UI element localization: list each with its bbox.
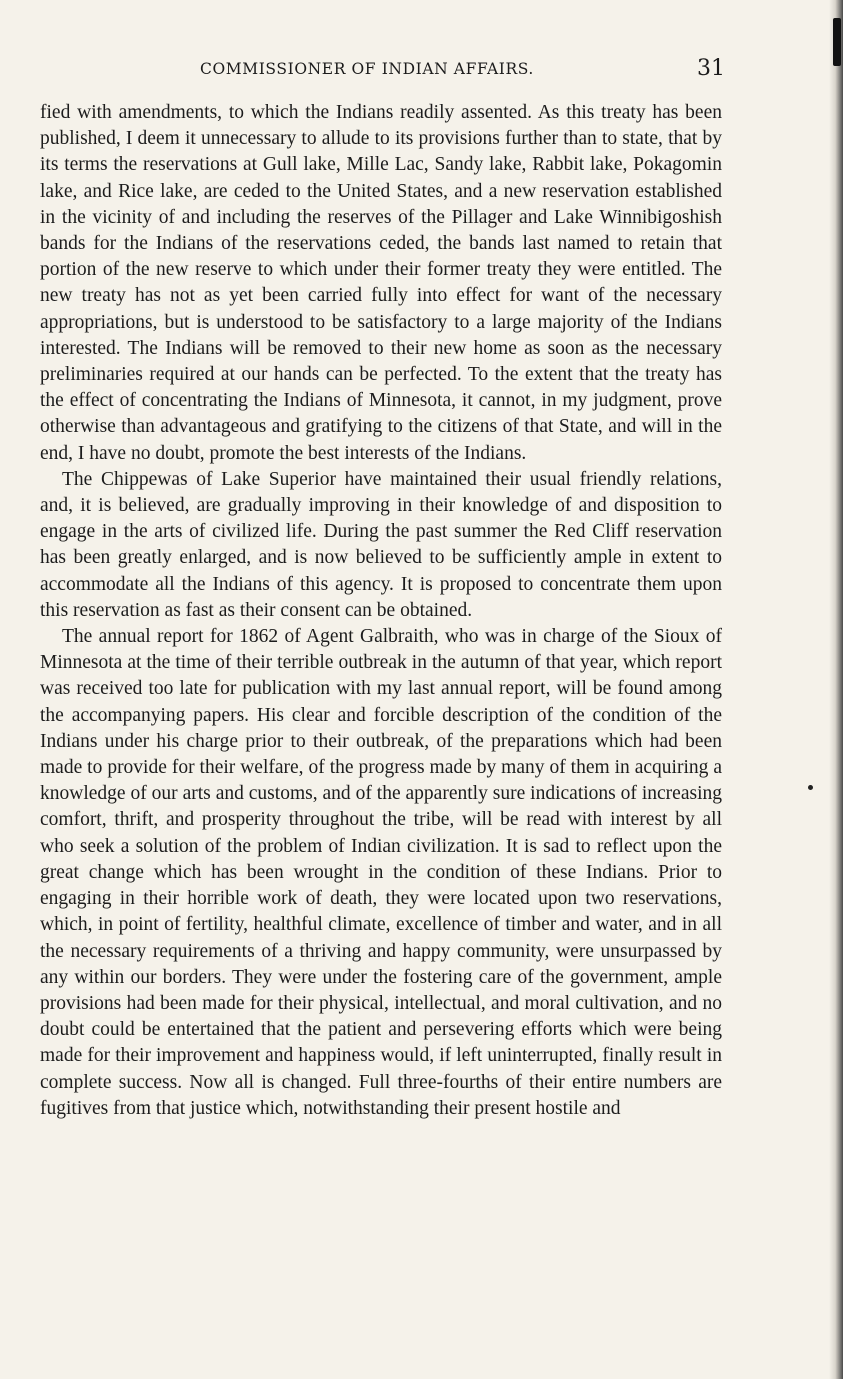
paragraph-chippewas: The Chippewas of Lake Superior have maintained their usual friendly relations, and, it is believed, are gradually improving in their knowledge of and disposition to engage in the arts of civilized life. During the past summer the Red Cliff reservation has been greatly enlarged, and is now believed to be sufficiently ample in extent to accommodate all the Indians of this agency. It is proposed to concentrate them upon this reservation as fast as their consent can be obtained.	[40, 468, 722, 621]
running-header	[40, 56, 725, 84]
ink-speck	[808, 785, 813, 790]
page-edge-shadow	[829, 0, 843, 1379]
running-title: COMMISSIONER OF INDIAN AFFAIRS.	[200, 60, 534, 78]
page-number: 31	[697, 56, 725, 81]
binding-mark	[833, 18, 841, 66]
body-text	[40, 100, 722, 1122]
paragraph-galbraith-report: The annual report for 1862 of Agent Galbraith, who was in charge of the Sioux of Minnesota at the time of their terrible outbreak in the autumn of that year, which report was received too late for publication with my last annual report, will be found among the accompanying papers. His clear and forcible description of the condition of the Indians under his charge prior to their outbreak, of the preparations which had been made to provide for their welfare, of the progress made by many of them in acquiring a knowledge of our arts and customs, and of the apparently sure indications of increasing comfort, thrift, and prosperity throughout the tribe, will be read with interest by all who seek a solution of the problem of Indian civilization. It is sad to reflect upon the great change which has been wrought in the condition of these Indians. Prior to engaging in their horrible work of death, they were located upon two reservations, which, in point of fertility, healthful climate, excellence of timber and water, and in all the necessary requirements of a thriving and happy community, were unsurpassed by any within our borders. They were under the fostering care of the government, ample provisions had been made for their physical, intellectual, and moral cultivation, and no doubt could be entertained that the patient and persevering efforts which were being made for their improvement and happiness would, if left uninterrupted, finally result in complete success. Now all is changed. Full three-fourths of their entire numbers are fugitives from that justice which, notwithstanding their present hostile and	[40, 626, 722, 1119]
paragraph-continued: fied with amendments, to which the Indians readily assented. As this treaty has been published, I deem it unnecessary to allude to its provisions further than to state, that by its terms the reservations at Gull lake, Mille Lac, Sandy lake, Rabbit lake, Pokagomin lake, and Rice lake, are ceded to the United States, and a new reservation established in the vicinity of and including the reserves of the Pillager and Lake Winnibigoshish bands for the Indians of the reservations ceded, the bands last named to retain that portion of the new reserve to which under their former treaty they were entitled. The new treaty has not as yet been carried fully into effect for want of the necessary appropriations, but is understood to be satisfactory to a large majority of the Indians interested. The Indians will be removed to their new home as soon as the necessary preliminaries required at our hands can be perfected. To the extent that the treaty has the effect of concentrating the Indians of Minnesota, it cannot, in my judgment, prove otherwise than advantageous and gratifying to the citizens of that State, and will in the end, I have no doubt, promote the best interests of the Indians.	[40, 102, 722, 464]
